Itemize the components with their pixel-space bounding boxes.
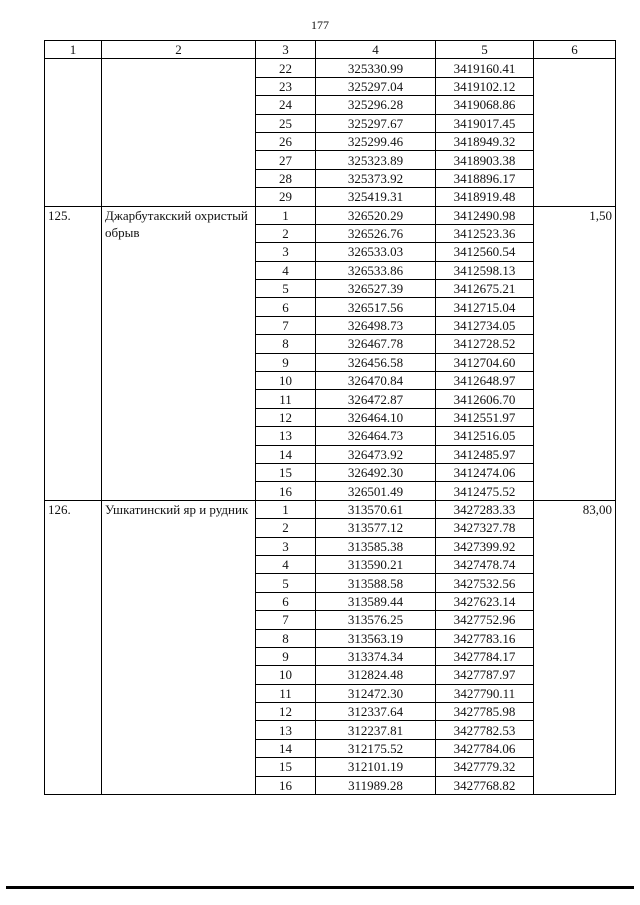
y-coordinate-cell: 3412704.60 <box>436 353 534 371</box>
point-number-cell: 14 <box>256 445 316 463</box>
point-number-cell: 2 <box>256 224 316 242</box>
column-header: 5 <box>436 41 534 59</box>
point-number-cell: 16 <box>256 776 316 794</box>
point-number-cell: 29 <box>256 188 316 206</box>
x-coordinate-cell: 326498.73 <box>316 316 436 334</box>
y-coordinate-cell: 3412728.52 <box>436 335 534 353</box>
table-row <box>45 59 616 77</box>
x-coordinate-cell: 325330.99 <box>316 59 436 77</box>
point-number-cell: 25 <box>256 114 316 132</box>
x-coordinate-cell: 325373.92 <box>316 169 436 187</box>
point-number-cell: 2 <box>256 519 316 537</box>
y-coordinate-cell: 3427478.74 <box>436 555 534 573</box>
x-coordinate-cell: 326533.03 <box>316 243 436 261</box>
point-number-cell: 5 <box>256 574 316 592</box>
x-coordinate-cell: 325299.46 <box>316 132 436 150</box>
column-header: 1 <box>45 41 102 59</box>
y-coordinate-cell: 3427779.32 <box>436 758 534 776</box>
point-number-cell: 27 <box>256 151 316 169</box>
y-coordinate-cell: 3418903.38 <box>436 151 534 169</box>
x-coordinate-cell: 326470.84 <box>316 372 436 390</box>
header-row <box>45 41 616 59</box>
y-coordinate-cell: 3427784.06 <box>436 739 534 757</box>
x-coordinate-cell: 312175.52 <box>316 739 436 757</box>
point-number-cell: 3 <box>256 243 316 261</box>
point-number-cell: 1 <box>256 206 316 224</box>
y-coordinate-cell: 3427784.17 <box>436 647 534 665</box>
coordinates-table <box>44 40 616 795</box>
object-number-cell <box>45 59 102 206</box>
y-coordinate-cell: 3412606.70 <box>436 390 534 408</box>
object-number-cell: 125. <box>45 206 102 500</box>
x-coordinate-cell: 326501.49 <box>316 482 436 500</box>
point-number-cell: 7 <box>256 316 316 334</box>
object-name-cell: Джарбутакский охристый обрыв <box>102 206 256 500</box>
x-coordinate-cell: 325297.67 <box>316 114 436 132</box>
area-cell: 83,00 <box>534 500 616 794</box>
y-coordinate-cell: 3412715.04 <box>436 298 534 316</box>
x-coordinate-cell: 326467.78 <box>316 335 436 353</box>
y-coordinate-cell: 3412734.05 <box>436 316 534 334</box>
x-coordinate-cell: 326464.10 <box>316 408 436 426</box>
point-number-cell: 26 <box>256 132 316 150</box>
y-coordinate-cell: 3427782.53 <box>436 721 534 739</box>
column-header: 2 <box>102 41 256 59</box>
page-number: 177 <box>311 18 329 32</box>
x-coordinate-cell: 325323.89 <box>316 151 436 169</box>
y-coordinate-cell: 3418949.32 <box>436 132 534 150</box>
point-number-cell: 23 <box>256 77 316 95</box>
x-coordinate-cell: 326517.56 <box>316 298 436 316</box>
y-coordinate-cell: 3412675.21 <box>436 280 534 298</box>
y-coordinate-cell: 3412475.52 <box>436 482 534 500</box>
x-coordinate-cell: 326520.29 <box>316 206 436 224</box>
y-coordinate-cell: 3427752.96 <box>436 611 534 629</box>
y-coordinate-cell: 3419102.12 <box>436 77 534 95</box>
point-number-cell: 16 <box>256 482 316 500</box>
y-coordinate-cell: 3427790.11 <box>436 684 534 702</box>
y-coordinate-cell: 3412523.36 <box>436 224 534 242</box>
point-number-cell: 6 <box>256 592 316 610</box>
y-coordinate-cell: 3427399.92 <box>436 537 534 555</box>
x-coordinate-cell: 313577.12 <box>316 519 436 537</box>
y-coordinate-cell: 3427283.33 <box>436 500 534 518</box>
y-coordinate-cell: 3427787.97 <box>436 666 534 684</box>
y-coordinate-cell: 3412474.06 <box>436 463 534 481</box>
x-coordinate-cell: 326464.73 <box>316 427 436 445</box>
x-coordinate-cell: 313576.25 <box>316 611 436 629</box>
point-number-cell: 8 <box>256 335 316 353</box>
point-number-cell: 9 <box>256 647 316 665</box>
object-name-cell <box>102 59 256 206</box>
point-number-cell: 28 <box>256 169 316 187</box>
x-coordinate-cell: 312472.30 <box>316 684 436 702</box>
x-coordinate-cell: 325296.28 <box>316 96 436 114</box>
y-coordinate-cell: 3427768.82 <box>436 776 534 794</box>
y-coordinate-cell: 3419017.45 <box>436 114 534 132</box>
point-number-cell: 9 <box>256 353 316 371</box>
y-coordinate-cell: 3427532.56 <box>436 574 534 592</box>
y-coordinate-cell: 3412485.97 <box>436 445 534 463</box>
x-coordinate-cell: 326456.58 <box>316 353 436 371</box>
area-cell: 1,50 <box>534 206 616 500</box>
table-row <box>45 500 616 518</box>
y-coordinate-cell: 3412598.13 <box>436 261 534 279</box>
point-number-cell: 24 <box>256 96 316 114</box>
y-coordinate-cell: 3427783.16 <box>436 629 534 647</box>
y-coordinate-cell: 3412490.98 <box>436 206 534 224</box>
point-number-cell: 8 <box>256 629 316 647</box>
point-number-cell: 15 <box>256 758 316 776</box>
x-coordinate-cell: 312824.48 <box>316 666 436 684</box>
y-coordinate-cell: 3427623.14 <box>436 592 534 610</box>
x-coordinate-cell: 313374.34 <box>316 647 436 665</box>
y-coordinate-cell: 3427785.98 <box>436 703 534 721</box>
point-number-cell: 10 <box>256 666 316 684</box>
point-number-cell: 6 <box>256 298 316 316</box>
x-coordinate-cell: 313563.19 <box>316 629 436 647</box>
x-coordinate-cell: 313589.44 <box>316 592 436 610</box>
point-number-cell: 11 <box>256 390 316 408</box>
point-number-cell: 13 <box>256 427 316 445</box>
y-coordinate-cell: 3412551.97 <box>436 408 534 426</box>
table-row <box>45 206 616 224</box>
y-coordinate-cell: 3418919.48 <box>436 188 534 206</box>
point-number-cell: 5 <box>256 280 316 298</box>
point-number-cell: 14 <box>256 739 316 757</box>
x-coordinate-cell: 326473.92 <box>316 445 436 463</box>
y-coordinate-cell: 3419068.86 <box>436 96 534 114</box>
point-number-cell: 12 <box>256 703 316 721</box>
bottom-rule <box>6 886 634 889</box>
x-coordinate-cell: 313570.61 <box>316 500 436 518</box>
point-number-cell: 22 <box>256 59 316 77</box>
area-cell <box>534 59 616 206</box>
point-number-cell: 4 <box>256 555 316 573</box>
x-coordinate-cell: 313588.58 <box>316 574 436 592</box>
x-coordinate-cell: 312237.81 <box>316 721 436 739</box>
object-number-cell: 126. <box>45 500 102 794</box>
y-coordinate-cell: 3412516.05 <box>436 427 534 445</box>
column-header: 3 <box>256 41 316 59</box>
x-coordinate-cell: 313590.21 <box>316 555 436 573</box>
y-coordinate-cell: 3418896.17 <box>436 169 534 187</box>
y-coordinate-cell: 3427327.78 <box>436 519 534 537</box>
y-coordinate-cell: 3412648.97 <box>436 372 534 390</box>
x-coordinate-cell: 326492.30 <box>316 463 436 481</box>
y-coordinate-cell: 3419160.41 <box>436 59 534 77</box>
x-coordinate-cell: 311989.28 <box>316 776 436 794</box>
point-number-cell: 1 <box>256 500 316 518</box>
x-coordinate-cell: 312337.64 <box>316 703 436 721</box>
x-coordinate-cell: 312101.19 <box>316 758 436 776</box>
point-number-cell: 10 <box>256 372 316 390</box>
column-header: 6 <box>534 41 616 59</box>
x-coordinate-cell: 326472.87 <box>316 390 436 408</box>
object-name-cell: Ушкатинский яр и рудник <box>102 500 256 794</box>
point-number-cell: 4 <box>256 261 316 279</box>
x-coordinate-cell: 325297.04 <box>316 77 436 95</box>
point-number-cell: 3 <box>256 537 316 555</box>
point-number-cell: 15 <box>256 463 316 481</box>
x-coordinate-cell: 326533.86 <box>316 261 436 279</box>
table-body <box>45 59 616 795</box>
point-number-cell: 11 <box>256 684 316 702</box>
point-number-cell: 12 <box>256 408 316 426</box>
x-coordinate-cell: 325419.31 <box>316 188 436 206</box>
x-coordinate-cell: 326527.39 <box>316 280 436 298</box>
point-number-cell: 7 <box>256 611 316 629</box>
x-coordinate-cell: 326526.76 <box>316 224 436 242</box>
point-number-cell: 13 <box>256 721 316 739</box>
x-coordinate-cell: 313585.38 <box>316 537 436 555</box>
column-header: 4 <box>316 41 436 59</box>
y-coordinate-cell: 3412560.54 <box>436 243 534 261</box>
